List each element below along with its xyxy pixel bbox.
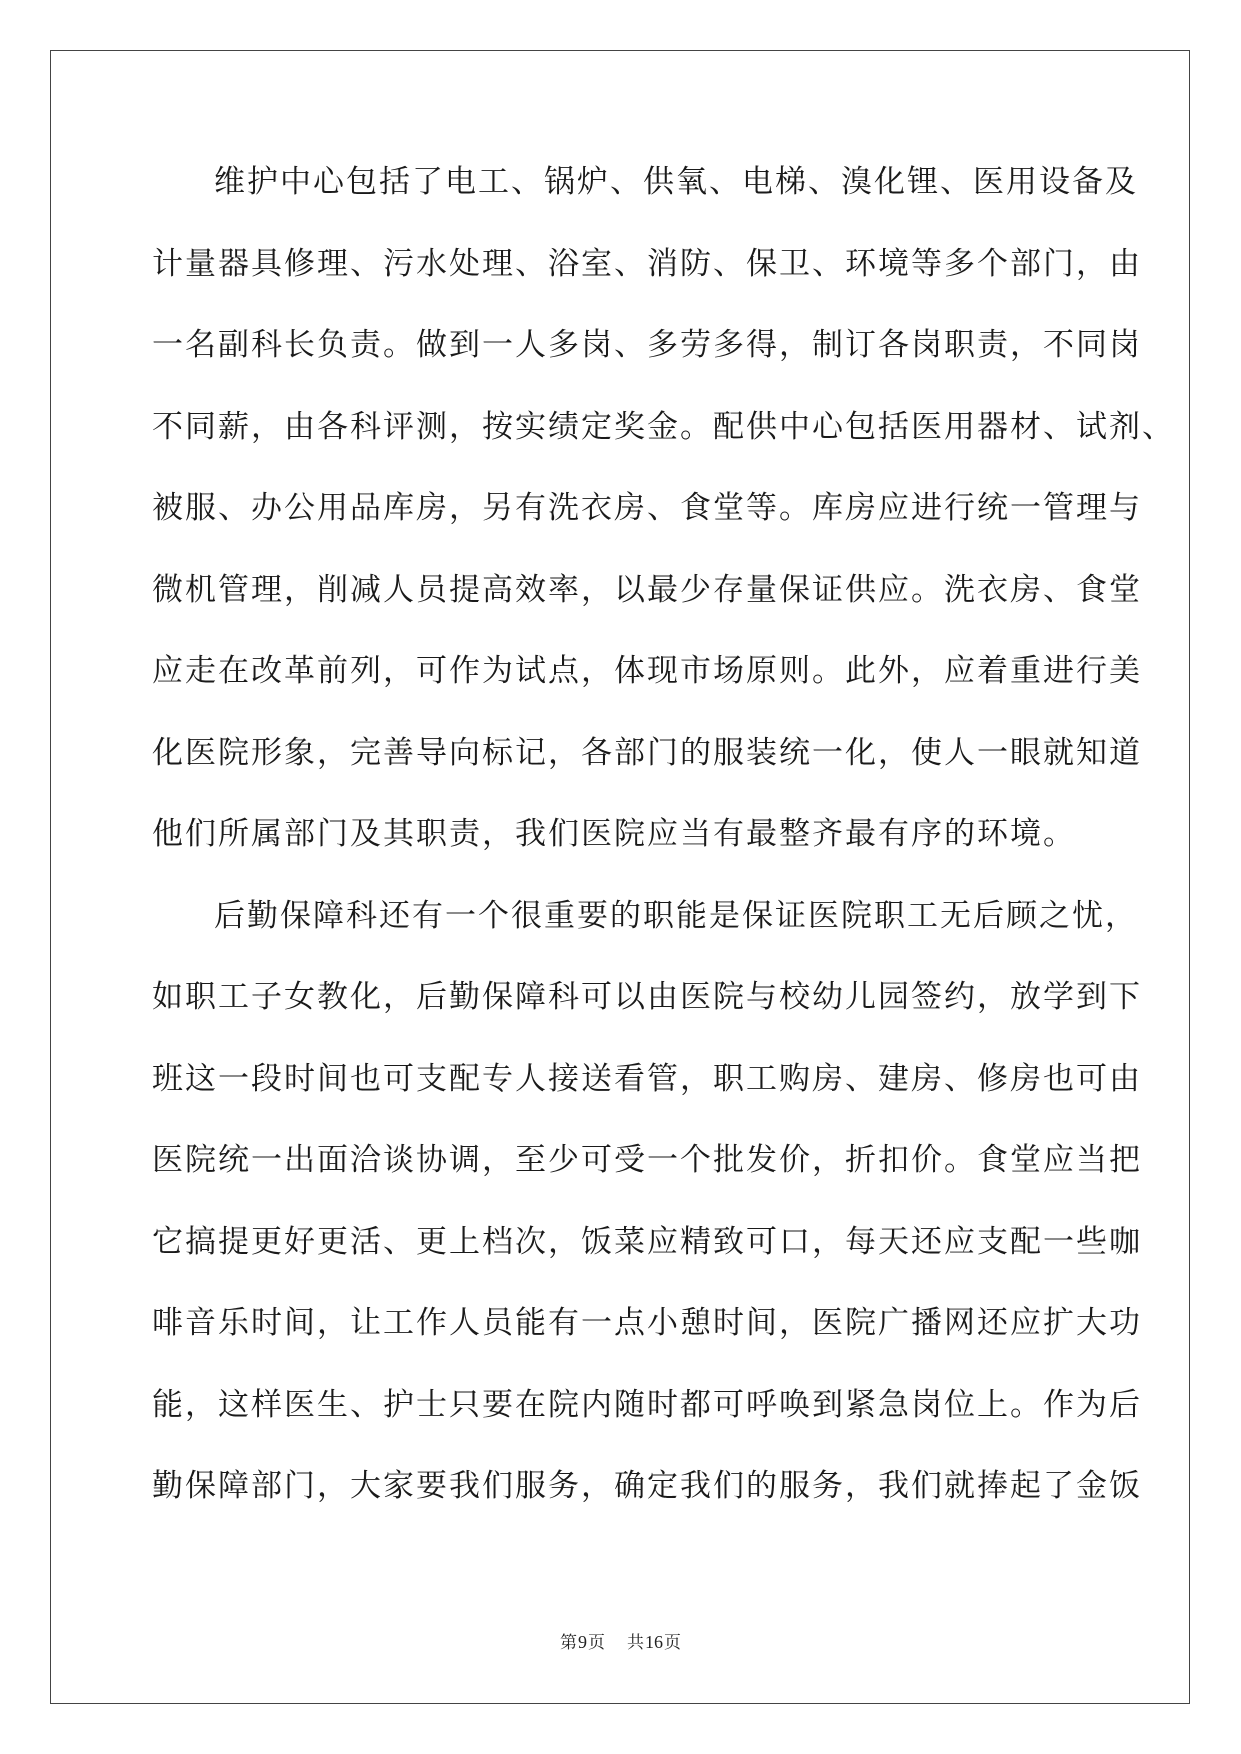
text-line: 被服、办公用品库房，另有洗衣房、食堂等。库房应进行统一管理与 [152,490,1142,526]
text-line: 如职工子女教化，后勤保障科可以由医院与校幼儿园签约，放学到下 [152,979,1142,1015]
text-line: 微机管理，削减人员提高效率，以最少存量保证供应。洗衣房、食堂 [152,571,1142,608]
text-line: 维护中心包括了电工、锅炉、供氧、电梯、溴化锂、医用设备及 [214,164,1138,200]
text-line: 勤保障部门，大家要我们服务，确定我们的服务，我们就捧起了金饭 [152,1468,1142,1504]
text-line: 它搞提更好更活、更上档次，饭菜应精致可口，每天还应支配一些咖 [152,1223,1142,1260]
total-prefix: 共 [627,1633,644,1653]
page-footer [0,1631,1241,1654]
text-line: 不同薪，由各科评测，按实绩定奖金。配供中心包括医用器材、试剂、 [152,408,1175,445]
text-line: 化医院形象，完善导向标记，各部门的服装统一化，使人一眼就知道 [152,734,1142,771]
page-prefix: 第 [560,1633,577,1653]
total-suffix: 页 [664,1633,681,1653]
text-line: 应走在改革前列，可作为试点，体现市场原则。此外，应着重进行美 [152,653,1142,689]
text-line: 后勤保障科还有一个很重要的职能是保证医院职工无后顾之忧， [214,897,1138,934]
text-line: 班这一段时间也可支配专人接送看管，职工购房、建房、修房也可由 [152,1060,1142,1097]
document-body [152,162,1175,1548]
text-line: 他们所属部门及其职责，我们医院应当有最整齐最有序的环境。 [152,816,1076,852]
text-line: 啡音乐时间，让工作人员能有一点小憩时间，医院广播网还应扩大功 [152,1305,1142,1341]
page-number: 9 [578,1632,587,1652]
page-suffix: 页 [588,1633,605,1653]
text-line: 能，这样医生、护士只要在院内随时都可呼唤到紧急岗位上。作为后 [152,1386,1142,1423]
total-pages: 16 [645,1632,663,1652]
text-line: 一名副科长负责。做到一人多岗、多劳多得，制订各岗职责，不同岗 [152,327,1142,363]
text-line: 医院统一出面洽谈协调，至少可受一个批发价，折扣价。食堂应当把 [152,1142,1142,1178]
text-line: 计量器具修理、污水处理、浴室、消防、保卫、环境等多个部门，由 [152,245,1142,282]
